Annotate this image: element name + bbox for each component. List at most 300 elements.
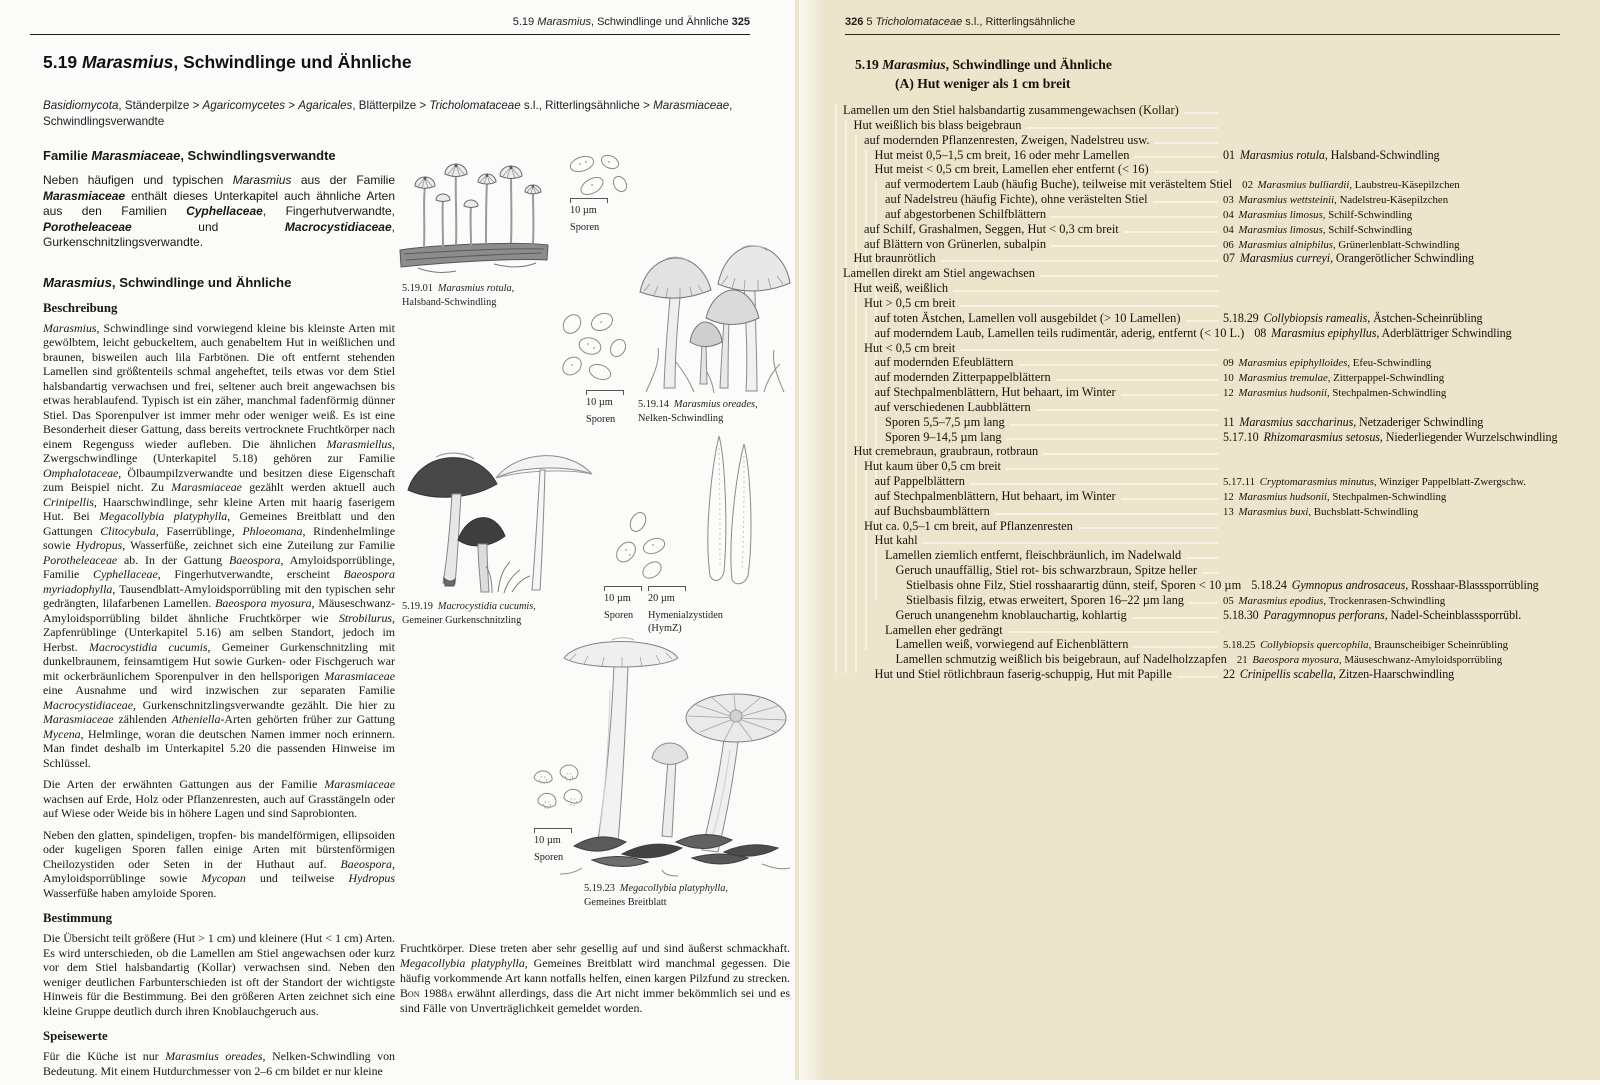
species-latin-name: Marasmius hudsonii	[1235, 387, 1327, 400]
species-reference	[1254, 326, 1600, 341]
species-reference	[1223, 387, 1575, 399]
species-latin-name: Crinipellis scabella	[1236, 667, 1333, 682]
key-row	[843, 593, 1575, 608]
species-reference	[1223, 639, 1575, 651]
text-run: Marasmius	[232, 173, 292, 187]
species-number: 10	[1223, 372, 1234, 385]
text-run: Bon 1988a	[400, 986, 453, 1000]
scale-bar	[534, 828, 572, 833]
text-run: wachsen auf Erde, Holz oder Pflanzenresten, auch auf Grasstängeln oder auf Wiese oder Weide bis in höhere Lagen und sind Saprobionten.	[43, 791, 395, 821]
text-run: Basidiomycota	[43, 99, 119, 112]
text-run: gezählt werden aktuell auch	[241, 480, 395, 495]
text-run: , Ölbaumpilzverwandte und besitzen diese Eigenschaft zum Beispiel nicht. Zu	[43, 465, 395, 495]
text-run: , Nelken-Schwindling von Bedeutung. Mit einem Hutdurchmesser von 2–6 cm bildet er nur kleine	[43, 1049, 395, 1078]
key-criterion: Sporen 9–14,5 µm lang	[885, 429, 1002, 444]
species-latin-name: Cryptomarasmius minutus	[1257, 476, 1374, 489]
leader-line	[1124, 231, 1218, 233]
species-common-name: , Orangerötlicher Schwindling	[1330, 251, 1474, 266]
figure-species: Megacollybia platyphylla,	[619, 883, 728, 894]
key-criterion: Stielbasis ohne Filz, Stiel rosshaarartig dünn, steif, Sporen < 10 µm	[906, 578, 1242, 592]
key-criterion: Hut > 0,5 cm breit	[864, 295, 956, 310]
leader-line	[1189, 602, 1218, 604]
key-criterion: auf vermodertem Laub (häufig Buche), teilweise mit verästeltem Stiel	[885, 177, 1233, 192]
text-run: Baeospora myosura	[215, 596, 312, 611]
text-run: -Arten gehörten früher zur Gattung	[220, 712, 395, 727]
text-run: , Fingerhutverwandte,	[262, 204, 395, 219]
text-run: , Fingerhutverwandte, erscheint	[157, 567, 344, 582]
species-number: 13	[1223, 505, 1234, 518]
text-run: Crinipellis	[43, 494, 94, 509]
text-run: , Gemeines Breitblatt wird manchmal gegessen. Die häufig vorkommende Art kann notfalls helfen, einen kargen Pilzfund zu strecken.	[400, 956, 790, 985]
species-number: 21	[1236, 654, 1248, 667]
macrocystidia-cucumis-illustration	[400, 430, 600, 598]
species-common-name: , Mäuseschwanz-Amyloidsporrübling	[1339, 654, 1503, 667]
text-run: Marasmiaceae	[653, 99, 730, 112]
text-run: Marasmius	[43, 320, 97, 335]
species-common-name: , Stechpalmen-Schwindling	[1326, 490, 1447, 503]
leader-line	[1026, 127, 1218, 129]
species-reference	[1223, 194, 1575, 206]
text-run: Die Übersicht teilt größere (Hut > 1 cm) und kleinere (Hut < 1 cm) Arten. Es wird unterschieden, ob die Lamellen am Stiel angewachsen oder kurz vor dem Stiel halsbandartig (Kollar) verwachsen sind. Neben den weniger deutlichen Farbunterschieden ist oft der Standort der wichtigste Hinweis für die Bestimmung. Bei den größeren Arten zeichnet sich eine kleine Gruppe deutlich durch ihren Knoblauchgeruch aus.	[43, 931, 395, 1018]
left-running-header	[30, 16, 750, 35]
text-run: Fruchtkörper. Diese treten aber sehr gesellig auf und sind äußerst schmackhaft.	[400, 941, 790, 955]
text-run: Neben den glatten, spindeligen, tropfen- bis mandelförmigen, ellipsoiden oder kugeligen Sporen fallen einige Arten mit bürstenförmigen Cheilozystiden oder Seten in der Huthaut auf.	[43, 827, 395, 871]
leader-line	[953, 290, 1218, 292]
text-run: , Gemeiner Gurkenschnitzling mit dunkelbraunem, feinsamtigem Hut sowie Gurken- oder Fischgeruch war mit ockerbräunlichem Sporenpulver in den hellsporigen	[43, 639, 395, 683]
text-run: Marasmiaceae	[91, 148, 181, 163]
key-row	[843, 237, 1575, 252]
text-run: und	[131, 219, 285, 234]
species-common-name: , Zitzen-Haarschwindling	[1332, 667, 1455, 682]
cystidia-label: Hymenialzystiden	[648, 610, 723, 621]
species-reference	[1242, 179, 1594, 191]
text-run: Tricholomataceae	[429, 99, 521, 112]
key-row	[843, 504, 1575, 519]
species-reference	[1223, 239, 1575, 251]
key-row	[843, 474, 1575, 489]
text-run: , Schwindlingsverwandte	[43, 99, 733, 128]
key-row	[843, 192, 1575, 207]
scale-bar	[648, 586, 686, 591]
species-reference	[1223, 148, 1575, 163]
species-latin-name: Marasmius saccharinus	[1236, 414, 1354, 429]
key-criterion: auf modernden Zitterpappelblättern	[874, 370, 1051, 385]
key-criterion: Hut und Stiel rötlichbraun faserig-schuppig, Hut mit Papille	[874, 667, 1172, 682]
continuation-paragraph	[400, 941, 790, 1016]
leader-line	[941, 260, 1218, 262]
species-common-name: , Rosshaar-Blasssporrübling	[1405, 578, 1539, 592]
text-run: Marasmius	[537, 16, 591, 28]
leader-line	[1184, 112, 1218, 114]
text-run: eine Ausnahme und wird inzwischen zur separaten Familie	[43, 683, 395, 698]
marasmius-rotula-illustration	[398, 150, 550, 282]
key-row	[843, 118, 1575, 133]
key-row	[843, 623, 1575, 638]
megacollybia-platyphylla-illustration	[552, 630, 796, 878]
leader-line	[1006, 468, 1218, 470]
species-number: 5.17.10	[1223, 429, 1259, 444]
section-heading	[43, 1029, 395, 1044]
text-run: Bestimmung	[43, 911, 112, 926]
key-row	[843, 177, 1575, 192]
key-criterion: Hut kahl	[874, 533, 918, 548]
key-criterion: Hut meist < 0,5 cm breit, Lamellen eher entfernt (< 16)	[874, 162, 1149, 177]
text-run: Hydropus	[348, 871, 395, 886]
key-criterion: Hut braunrötlich	[853, 251, 936, 266]
species-reference	[1223, 209, 1575, 221]
species-common-name: , Schilf-Schwindling	[1322, 208, 1413, 221]
section-heading	[43, 911, 395, 926]
text-run: enthält dieses Unterkapitel auch ähnliche Arten aus den Familien	[43, 188, 395, 219]
species-number: 04	[1223, 208, 1234, 221]
left-page	[0, 0, 795, 1080]
species-reference	[1223, 311, 1575, 326]
species-common-name: , Schilf-Schwindling	[1322, 223, 1413, 236]
species-number: 05	[1223, 594, 1234, 607]
text-run: Für die Küche ist nur	[43, 1049, 166, 1064]
leader-line	[960, 305, 1218, 307]
indent-guide-line	[835, 105, 837, 673]
species-common-name: , Netzaderiger Schwindling	[1353, 414, 1484, 429]
key-criterion: Geruch unangenehm knoblauchartig, kohlartig	[895, 607, 1127, 622]
key-row	[843, 326, 1575, 341]
species-latin-name: Marasmius epiphyllus	[1268, 325, 1377, 340]
key-criterion: Lamellen ziemlich entfernt, fleischbräunlich, im Nadelwald	[885, 548, 1182, 563]
species-number: 5.18.30	[1223, 607, 1259, 622]
spore-label: Sporen	[586, 414, 616, 425]
figure-common-name: Gemeines Breitblatt	[584, 896, 667, 908]
text-run: Porotheleaceae	[43, 219, 132, 234]
species-latin-name: Paragymnopus perforans	[1260, 607, 1385, 622]
scale-text: 10 µm	[570, 205, 597, 216]
scale-bar	[604, 586, 642, 591]
scale-label	[534, 828, 572, 864]
leader-line	[1154, 171, 1218, 173]
leader-line	[960, 349, 1218, 351]
key-criterion: Hut kaum über 0,5 cm breit	[864, 459, 1001, 474]
figure-species: Marasmius rotula,	[437, 283, 515, 294]
text-run: 325	[731, 16, 750, 28]
key-row	[843, 370, 1575, 385]
key-row	[843, 296, 1575, 311]
leader-line	[1186, 320, 1219, 322]
body-paragraph	[43, 1049, 395, 1078]
key-row	[843, 415, 1575, 430]
species-common-name: , Aderblättriger Schwindling	[1376, 325, 1512, 340]
text-run: Marasmius	[43, 274, 112, 290]
text-run: aus der Familie	[291, 173, 395, 187]
text-run: , Rindenhelmlinge sowie	[43, 523, 395, 553]
species-common-name: , Braunscheibiger Scheinrübling	[1368, 639, 1508, 652]
scale-text: 10 µm	[604, 593, 631, 604]
body-paragraph	[43, 828, 395, 901]
spore-label: Sporen	[534, 852, 564, 863]
figure-species: Marasmius oreades,	[673, 399, 758, 410]
key-row	[843, 489, 1575, 504]
key-row	[843, 652, 1575, 667]
figure-number: 5.19.01	[402, 283, 433, 294]
text-run: 5.19	[43, 52, 82, 72]
key-criterion: Hut weiß, weißlich	[853, 281, 949, 296]
text-run: Cyphellaceae	[186, 204, 263, 219]
text-run: Cyphellaceae	[93, 567, 158, 582]
section-heading	[43, 148, 395, 163]
species-latin-name: Marasmius rotula	[1236, 147, 1325, 162]
text-run: Macrocystidia cucumis	[88, 639, 208, 654]
text-run: Marasmiaceae	[43, 188, 126, 203]
text-run: , Tausendblatt-Amyloidsporrübling mit den typischen sehr gedrängten, lilafarbenen Lamellen.	[43, 581, 395, 611]
species-latin-name: Baeospora myosura	[1249, 654, 1339, 667]
species-number: 07	[1223, 251, 1235, 266]
text-run: Porotheleaceae	[43, 552, 118, 567]
text-run: , Schwindlinge sind vorwiegend kleine bis kleinste Arten mit gewölbtem, leicht gebuckeltem, auch genabeltem Hut in weißlichen und braunen, bisweilen auch lila Farbtönen. Die oft entfernt stehenden Lamellen sind größtenteils schmal angeheftet, teils etwas vor dem Stiel halsbandartig verwachsen und frei, seltener auch breit angewachsen bis etwas herablaufend. Typisch ist ein zäher, manchmal fadenförmig dünner Stiel. Das Sporenpulver ist immer mehr oder weniger weiß. Es ist eine Besonderheit dieser Gattung, dass bereits vertrocknete Fruchtkörper nach einem Regenguss wieder aufleben. Die ähnlichen	[43, 320, 395, 451]
scale-text: 20 µm	[648, 593, 675, 604]
leader-line	[1051, 245, 1218, 247]
key-row	[843, 608, 1575, 623]
figure-number: 5.19.14	[638, 399, 669, 410]
species-common-name: , Trockenrasen-Schwindling	[1323, 594, 1446, 607]
scale-text: 10 µm	[534, 835, 561, 846]
species-common-name: , Buchsblatt-Schwindling	[1308, 505, 1419, 518]
text-run: Wasserfüße haben amyloide Sporen.	[43, 885, 217, 900]
species-latin-name: Marasmius epiphylloides	[1235, 357, 1348, 370]
text-run: s.l., Ritterlingsähnliche >	[520, 99, 654, 112]
text-run: Agaricomycetes	[202, 99, 285, 112]
key-row	[843, 222, 1575, 237]
species-common-name: , Halsband-Schwindling	[1324, 147, 1440, 162]
species-latin-name: Marasmius tremulae	[1235, 372, 1328, 385]
key-row	[843, 266, 1575, 281]
right-running-header	[845, 16, 1560, 35]
key-criterion: auf Stechpalmenblättern, Hut behaart, im Winter	[874, 385, 1116, 400]
leader-line	[1134, 156, 1218, 158]
species-latin-name: Collybiopsis quercophila	[1257, 639, 1369, 652]
leader-line	[923, 542, 1218, 544]
species-common-name: , Zitterpappel-Schwindling	[1327, 372, 1445, 385]
key-row	[843, 103, 1575, 118]
leader-line	[1132, 617, 1218, 619]
key-criterion: Hut ca. 0,5–1 cm breit, auf Pflanzenresten	[864, 518, 1073, 533]
key-criterion: auf verschiedenen Laubblättern	[874, 399, 1031, 414]
species-number: 02	[1242, 179, 1253, 192]
key-criterion: auf toten Ästchen, Lamellen voll ausgebildet (> 10 Lamellen)	[874, 310, 1181, 325]
key-row	[843, 385, 1575, 400]
left-text-column	[43, 148, 395, 1085]
text-run: Marasmiaceae	[171, 480, 242, 495]
text-run: >	[285, 99, 299, 112]
key-criterion: Stielbasis filzig, etwas erweitert, Sporen 16–22 µm lang	[906, 592, 1184, 607]
text-run: Macrocystidiaceae	[43, 697, 134, 712]
figure-caption	[638, 398, 758, 425]
text-run: ab. In der Gattung	[117, 552, 229, 567]
text-run: Atheniella	[171, 712, 221, 727]
key-title	[855, 55, 1112, 93]
text-run: Marasmius oreades	[165, 1049, 263, 1064]
text-run: , Gurkenschnitzlingsverwandte.	[43, 219, 395, 250]
identification-key	[843, 103, 1575, 682]
key-criterion: Lamellen direkt am Stiel angewachsen	[843, 266, 1035, 281]
key-row	[843, 355, 1575, 370]
species-reference	[1223, 415, 1575, 430]
species-reference	[1223, 224, 1575, 236]
species-reference	[1223, 251, 1575, 266]
leader-line	[1010, 424, 1218, 426]
text-run: , Blätterpilze >	[352, 99, 430, 112]
species-reference	[1223, 667, 1575, 682]
species-reference	[1223, 372, 1575, 384]
leader-line	[1051, 216, 1218, 218]
text-run: Speisewerte	[43, 1029, 108, 1044]
text-run: Omphalotaceae	[43, 465, 119, 480]
right-page	[795, 0, 1600, 1080]
figure-caption	[584, 882, 728, 909]
key-criterion: auf modernden Pflanzenresten, Zweigen, Nadelstreu usw.	[864, 132, 1150, 147]
leader-line	[1186, 557, 1218, 559]
species-latin-name: Marasmius wettsteinii	[1235, 194, 1335, 207]
key-row	[843, 133, 1575, 148]
leader-line	[1078, 527, 1218, 529]
section-heading	[43, 275, 395, 290]
species-latin-name: Rhizomarasmius setosus	[1260, 429, 1380, 444]
text-run: Mycopan	[201, 871, 246, 886]
body-paragraph	[43, 321, 395, 771]
species-number: 5.18.25	[1223, 639, 1256, 652]
text-run: , Mäuseschwanz-Amyloidsporrübling bildet ähnliche Fruchtkörper wie	[43, 596, 395, 625]
marasmius-oreades-illustration	[634, 240, 794, 394]
species-common-name: , Grünerlenblatt-Schwindling	[1332, 238, 1460, 251]
text-run: , Helmlinge, woran die deutschen Namen immer noch erinnern. Man findet deshalb im Unterkapitel 5.20 die passenden Hinweise im Schlüssel.	[43, 726, 395, 770]
figure-number: 5.19.23	[584, 883, 615, 894]
text-run: Baeospora myriadophylla	[43, 567, 395, 596]
species-latin-name: Marasmius bulliardii	[1254, 179, 1350, 192]
scale-label	[604, 586, 642, 622]
text-run: Marasmius	[882, 57, 946, 72]
key-row	[843, 519, 1575, 534]
text-run: Beschreibung	[43, 300, 118, 315]
text-run: Die Arten der erwähnten Gattungen aus der Familie	[43, 777, 325, 792]
text-run: , Schwindlinge und Ähnliche	[173, 52, 412, 72]
scale-bar	[570, 198, 608, 203]
key-criterion: auf Pappelblättern	[874, 474, 965, 489]
species-number: 06	[1223, 238, 1234, 251]
text-run: 5.19	[512, 16, 538, 28]
key-row	[843, 637, 1575, 652]
text-run: Macrocystidiaceae	[284, 219, 392, 234]
text-run: , Ständerpilze >	[118, 99, 203, 112]
text-run: 5	[863, 16, 876, 28]
species-reference	[1223, 595, 1575, 607]
text-run: , Haarschwindlinge, sehr kleine Arten mit haarig faserigem Hut. Bei	[43, 494, 395, 524]
figure-common-name: Gemeiner Gurkenschnitzling	[402, 614, 522, 626]
key-row	[843, 430, 1575, 445]
key-criterion: auf Stechpalmenblättern, Hut behaart, im Winter	[874, 488, 1116, 503]
text-run: , Faserrüblinge,	[155, 523, 243, 538]
key-criterion: auf modernden Efeublättern	[874, 355, 1014, 370]
key-title-line1	[855, 55, 1112, 74]
key-criterion: Hut meist 0,5–1,5 cm breit, 16 oder mehr Lamellen	[874, 147, 1130, 162]
text-run: , Gemeines Breitblatt und den Gattungen	[43, 509, 395, 538]
leader-line	[1121, 498, 1218, 500]
text-run: Marasmiaceae	[324, 668, 395, 683]
leader-line	[970, 483, 1218, 485]
species-latin-name: Collybiopsis ramealis	[1260, 310, 1368, 325]
key-criterion: Hut weißlich bis blass beigebraun	[853, 117, 1022, 132]
text-run: , Schwindlinge und Ähnliche	[945, 57, 1112, 72]
species-number: 03	[1223, 194, 1234, 207]
text-run: 326	[845, 16, 864, 28]
spores-drawing	[524, 762, 598, 826]
leader-line	[1153, 201, 1218, 203]
species-number: 12	[1223, 387, 1234, 400]
text-run: Familie	[43, 148, 92, 163]
key-row	[843, 667, 1575, 682]
text-run: , Gurkenschnitzlingsverwandte gezählt. Die hier zu	[133, 697, 395, 712]
key-row	[843, 311, 1575, 326]
leader-line	[1019, 364, 1219, 366]
figure-species: Macrocystidia cucumis,	[437, 601, 536, 612]
text-run: Tricholomataceae	[875, 16, 963, 28]
figure-caption	[402, 600, 536, 627]
leader-line	[1202, 572, 1218, 574]
text-run: Megacollybia platyphylla	[400, 956, 525, 970]
cystidia-label-abbr: (HymZ)	[648, 623, 682, 634]
species-number: 04	[1223, 223, 1234, 236]
species-number: 5.18.29	[1223, 310, 1259, 325]
key-row	[843, 400, 1575, 415]
species-number: 08	[1254, 325, 1267, 340]
species-latin-name: Gymnopus androsaceus	[1288, 578, 1406, 592]
spores-drawing	[602, 508, 682, 584]
text-run: Baeospora	[228, 552, 281, 567]
key-criterion: Lamellen um den Stiel halsbandartig zusammengewachsen (Kollar)	[843, 103, 1179, 117]
text-run: und teilweise	[245, 871, 349, 886]
key-criterion: auf abgestorbenen Schilfblättern	[885, 206, 1047, 221]
leader-line	[1121, 394, 1218, 396]
text-run: , Schwindlinge und Ähnliche	[590, 16, 732, 28]
scale-label	[586, 390, 624, 426]
text-run: Megacollybia platyphylla	[99, 509, 228, 524]
key-row	[843, 251, 1575, 266]
species-reference	[1237, 654, 1589, 666]
text-run: Marasmiaceae	[43, 712, 114, 727]
text-run: zählenden	[113, 712, 172, 727]
species-common-name: , Efeu-Schwindling	[1347, 357, 1432, 370]
text-run: , Schwindlingsverwandte	[180, 148, 336, 163]
text-run: Strobilurus	[338, 610, 393, 625]
breadcrumb	[43, 98, 745, 129]
key-criterion: Lamellen weiß, vorwiegend auf Eichenblättern	[895, 637, 1129, 652]
species-common-name: , Winziger Pappelblatt-Zwergschw.	[1373, 476, 1526, 489]
spore-label: Sporen	[604, 610, 634, 621]
spores-drawing	[562, 152, 634, 202]
text-run: Phloeomana	[242, 523, 303, 538]
leader-line	[1036, 409, 1218, 411]
species-reference	[1223, 430, 1575, 445]
species-common-name: , Stechpalmen-Schwindling	[1326, 387, 1447, 400]
text-run: 5.19	[855, 57, 883, 72]
spores-drawing	[554, 310, 634, 384]
text-run: Baeospora	[340, 856, 393, 871]
key-row	[843, 281, 1575, 296]
body-paragraph	[43, 173, 395, 251]
leader-line	[1177, 676, 1218, 678]
scale-text: 10 µm	[586, 397, 613, 408]
figure-number: 5.19.19	[402, 601, 433, 612]
key-row	[843, 533, 1575, 548]
text-run: Clitocybula	[100, 523, 156, 538]
figure-common-name: Halsband-Schwindling	[402, 296, 497, 308]
cystidia-scale-label	[648, 586, 723, 635]
